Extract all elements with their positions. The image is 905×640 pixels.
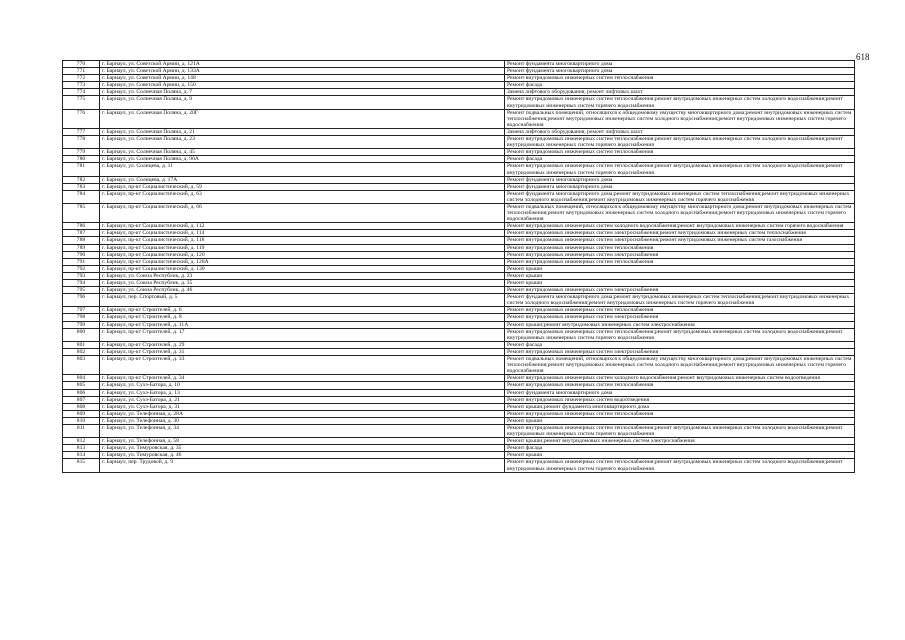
table-row xyxy=(63,328,855,341)
row-work-type: Ремонт внутридомовых инженерных систем теплоснабжения xyxy=(505,75,855,82)
row-address: г. Барнаул, пр-кт Строителей, д. 31 xyxy=(100,348,505,355)
row-number: 807 xyxy=(63,396,100,403)
row-address: г. Барнаул, ул. Советской Армии, д. 133А xyxy=(100,68,505,75)
row-work-type: Ремонт подвальных помещений, относящихся к общедомовому имуществу многоквартирного дома;ремонт внутридомовых инженерных систем теплоснабжения;ремонт внутридомовых инженерных систем холодного водоснабжения;ремонт внутридомовых инженерных систем горячего водоснабжения xyxy=(505,109,855,128)
row-work-type: Ремонт внутридомовых инженерных систем теплоснабжения;ремонт внутридомовых инженерных систем холодного водоснабжения;ремонт внутридомовых инженерных систем горячего водоснабжения xyxy=(505,459,855,472)
row-work-type: Ремонт фундамента многоквартирного дома xyxy=(505,183,855,190)
row-number: 785 xyxy=(63,203,100,222)
row-work-type: Ремонт внутридомовых инженерных систем теплоснабжения;ремонт внутридомовых инженерных систем холодного водоснабжения;ремонт внутридомовых инженерных систем горячего водоснабжения xyxy=(505,136,855,149)
row-address: г. Барнаул, пр-кт Строителей, д. 29 xyxy=(100,341,505,348)
row-number: 797 xyxy=(63,307,100,314)
row-address: г. Барнаул, пр-кт Строителей, д. 17 xyxy=(100,328,505,341)
table-row xyxy=(63,251,855,258)
row-work-type: Ремонт крыши xyxy=(505,452,855,459)
row-work-type: Ремонт внутридомовых инженерных систем электроснабжения;ремонт внутридомовых инженерных систем газоснабжения xyxy=(505,237,855,244)
row-work-type: Ремонт внутридомовых инженерных систем водоотведения xyxy=(505,396,855,403)
row-number: 814 xyxy=(63,452,100,459)
row-address: г. Барнаул, пр-кт Социалистический, д. 63 xyxy=(100,190,505,203)
row-address: г. Барнаул, ул. Солнечная Поляна, д. 9 xyxy=(100,96,505,109)
row-address: г. Барнаул, пр-кт Строителей, д. 34 xyxy=(100,375,505,382)
table-row xyxy=(63,176,855,183)
table-row xyxy=(63,96,855,109)
row-address: г. Барнаул, пр-кт Социалистический, д. 119 xyxy=(100,244,505,251)
table-row xyxy=(63,223,855,230)
row-address: г. Барнаул, ул. Сухэ-Батора, д. 10 xyxy=(100,382,505,389)
row-number: 781 xyxy=(63,163,100,176)
row-number: 786 xyxy=(63,223,100,230)
table-row xyxy=(63,321,855,328)
row-address: г. Барнаул, ул. Сухэ-Батора, д. 31 xyxy=(100,403,505,410)
row-number: 771 xyxy=(63,68,100,75)
table-row xyxy=(63,237,855,244)
row-address: г. Барнаул, пр-кт Социалистический, д. 130 xyxy=(100,265,505,272)
table-row xyxy=(63,356,855,375)
row-number: 805 xyxy=(63,382,100,389)
row-address: г. Барнаул, пр-кт Строителей, д. 8 xyxy=(100,314,505,321)
row-number: 803 xyxy=(63,356,100,375)
row-work-type: Ремонт крыши;ремонт внутридомовых инженерных систем электроснабжения xyxy=(505,438,855,445)
row-number: 806 xyxy=(63,389,100,396)
row-work-type: Ремонт внутридомовых инженерных систем теплоснабжения xyxy=(505,258,855,265)
row-address: г. Барнаул, ул. Солнцева, д. 17А xyxy=(100,176,505,183)
table-row xyxy=(63,287,855,294)
row-work-type: Ремонт внутридомовых инженерных систем теплоснабжения;ремонт внутридомовых инженерных систем холодного водоснабжения;ремонт внутридомовых инженерных систем горячего водоснабжения xyxy=(505,163,855,176)
row-address: г. Барнаул, пр-кт Социалистический, д. 112 xyxy=(100,223,505,230)
table-row xyxy=(63,68,855,75)
housing-repair-table xyxy=(62,60,855,473)
table-row xyxy=(63,341,855,348)
row-work-type: Замена лифтового оборудования, ремонт лифтовых шахт xyxy=(505,89,855,96)
row-number: 810 xyxy=(63,417,100,424)
row-work-type: Ремонт внутридомовых инженерных систем холодного водоснабжения;ремонт внутридомовых инженерных систем водоотведения xyxy=(505,375,855,382)
table-row xyxy=(63,230,855,237)
row-work-type: Ремонт внутридомовых инженерных систем теплоснабжения xyxy=(505,244,855,251)
row-work-type: Ремонт крыши;ремонт внутридомовых инженерных систем электроснабжения xyxy=(505,321,855,328)
row-address: г. Барнаул, ул. Тимуровская, д. 35 xyxy=(100,445,505,452)
row-number: 795 xyxy=(63,287,100,294)
row-number: 791 xyxy=(63,258,100,265)
row-address: г. Барнаул, пр-кт Социалистический, д. 118 xyxy=(100,237,505,244)
table-row xyxy=(63,294,855,307)
table-row xyxy=(63,75,855,82)
row-number: 812 xyxy=(63,438,100,445)
row-work-type: Ремонт внутридомовых инженерных систем теплоснабжения xyxy=(505,382,855,389)
row-number: 798 xyxy=(63,314,100,321)
table-row xyxy=(63,280,855,287)
table-row xyxy=(63,203,855,222)
row-address: г. Барнаул, ул. Солнечная Поляна, д. 21 xyxy=(100,128,505,135)
table-row xyxy=(63,314,855,321)
row-address: г. Барнаул, ул. Солнечная Поляна, д. 23 xyxy=(100,136,505,149)
row-address: г. Барнаул, пр-кт Строителей, д. 11А xyxy=(100,321,505,328)
row-number: 772 xyxy=(63,75,100,82)
row-address: г. Барнаул, ул. Тимуровская, д. 46 xyxy=(100,452,505,459)
row-work-type: Ремонт внутридомовых инженерных систем холодного водоснабжения;ремонт внутридомовых инженерных систем горячего водоснабжения xyxy=(505,223,855,230)
row-work-type: Замена лифтового оборудования, ремонт лифтовых шахт xyxy=(505,128,855,135)
row-address: г. Барнаул, ул. Солнечная Поляна, д. 45 xyxy=(100,149,505,156)
row-work-type: Ремонт фасада xyxy=(505,82,855,89)
row-address: г. Барнаул, пр-кт Социалистический, д. 120 xyxy=(100,251,505,258)
table-row xyxy=(63,403,855,410)
table-body xyxy=(63,61,855,473)
row-address: г. Барнаул, ул. Телефонная, д. 30 xyxy=(100,417,505,424)
row-number: 793 xyxy=(63,272,100,279)
row-number: 790 xyxy=(63,251,100,258)
table-row xyxy=(63,417,855,424)
row-work-type: Ремонт внутридомовых инженерных систем электроснабжения xyxy=(505,314,855,321)
row-work-type: Ремонт фундамента многоквартирного дома xyxy=(505,176,855,183)
row-work-type: Ремонт крыши xyxy=(505,280,855,287)
row-number: 787 xyxy=(63,230,100,237)
row-work-type: Ремонт фундамента многоквартирного дома xyxy=(505,61,855,68)
table-row xyxy=(63,156,855,163)
row-address: г. Барнаул, ул. Союза Республик, д. 46 xyxy=(100,287,505,294)
table-row xyxy=(63,396,855,403)
row-work-type: Ремонт внутридомовых инженерных систем электроснабжения xyxy=(505,287,855,294)
row-number: 801 xyxy=(63,341,100,348)
row-work-type: Ремонт внутридомовых инженерных систем теплоснабжения xyxy=(505,410,855,417)
row-work-type: Ремонт фасада xyxy=(505,445,855,452)
row-number: 784 xyxy=(63,190,100,203)
row-address: г. Барнаул, пр-кт Строителей, д. 6 xyxy=(100,307,505,314)
row-number: 789 xyxy=(63,244,100,251)
row-work-type: Ремонт фундамента многоквартирного дома;ремонт внутридомовых инженерных систем теплоснабжения;ремонт внутридомовых инженерных систем холодного водоснабжения;ремонт внутридомовых инженерных систем горячего водоснабжения xyxy=(505,190,855,203)
table-row xyxy=(63,82,855,89)
row-work-type: Ремонт крыши xyxy=(505,272,855,279)
row-address: г. Барнаул, ул. Советской Армии, д. 148 xyxy=(100,75,505,82)
row-work-type: Ремонт внутридомовых инженерных систем электроснабжения xyxy=(505,348,855,355)
row-number: 778 xyxy=(63,136,100,149)
row-work-type: Ремонт фундамента многоквартирного дома xyxy=(505,68,855,75)
row-address: г. Барнаул, пр-кт Социалистический, д. 114 xyxy=(100,230,505,237)
row-work-type: Ремонт крыши xyxy=(505,417,855,424)
row-address: г. Барнаул, пер. Спортовый, д. 5 xyxy=(100,294,505,307)
table-row xyxy=(63,265,855,272)
row-address: г. Барнаул, пр-кт Социалистический, д. 66 xyxy=(100,203,505,222)
row-work-type: Ремонт фасада xyxy=(505,341,855,348)
table-row xyxy=(63,244,855,251)
row-address: г. Барнаул, пер. Трудовой, д. 9 xyxy=(100,459,505,472)
row-address: г. Барнаул, ул. Сухэ-Батора, д. 13 xyxy=(100,389,505,396)
row-number: 794 xyxy=(63,280,100,287)
row-address: г. Барнаул, ул. Советской Армии, д. 121А xyxy=(100,61,505,68)
row-work-type: Ремонт внутридомовых инженерных систем теплоснабжения xyxy=(505,149,855,156)
table-row xyxy=(63,89,855,96)
row-number: 813 xyxy=(63,445,100,452)
row-number: 811 xyxy=(63,424,100,437)
row-work-type: Ремонт подвальных помещений, относящихся к общедомовому имуществу многоквартирного дома;ремонт внутридомовых инженерных систем теплоснабжения;ремонт внутридомовых инженерных систем холодного водоснабжения;ремонт внутридомовых инженерных систем горячего водоснабжения xyxy=(505,203,855,222)
table-row xyxy=(63,410,855,417)
row-address: г. Барнаул, ул. Телефонная, д. 28А xyxy=(100,410,505,417)
table-row xyxy=(63,61,855,68)
table-row xyxy=(63,445,855,452)
table-row xyxy=(63,438,855,445)
row-address: г. Барнаул, ул. Сухэ-Батора, д. 21 xyxy=(100,396,505,403)
table-row xyxy=(63,163,855,176)
row-number: 780 xyxy=(63,156,100,163)
row-number: 804 xyxy=(63,375,100,382)
table-row xyxy=(63,382,855,389)
row-work-type: Ремонт внутридомовых инженерных систем теплоснабжения;ремонт внутридомовых инженерных систем холодного водоснабжения;ремонт внутридомовых инженерных систем горячего водоснабжения xyxy=(505,328,855,341)
row-number: 777 xyxy=(63,128,100,135)
row-address: г. Барнаул, пр-кт Социалистический, д. 59 xyxy=(100,183,505,190)
row-number: 773 xyxy=(63,82,100,89)
table-row xyxy=(63,109,855,128)
row-number: 779 xyxy=(63,149,100,156)
row-work-type: Ремонт внутридомовых инженерных систем электроснабжения;ремонт внутридомовых инженерных систем теплоснабжения xyxy=(505,230,855,237)
table-row xyxy=(63,389,855,396)
row-address: г. Барнаул, ул. Союза Республик, д. 35 xyxy=(100,280,505,287)
row-work-type: Ремонт фасада xyxy=(505,156,855,163)
table-row xyxy=(63,307,855,314)
row-work-type: Ремонт фундамента многоквартирного дома;ремонт внутридомовых инженерных систем теплоснабжения;ремонт внутридомовых инженерных систем холодного водоснабжения;ремонт внутридомовых инженерных систем горячего водоснабжения xyxy=(505,294,855,307)
row-address: г. Барнаул, ул. Солнечная Поляна, д. 90А xyxy=(100,156,505,163)
table-row xyxy=(63,258,855,265)
row-work-type: Ремонт подвальных помещений, относящихся к общедомовому имуществу многоквартирного дома;ремонт внутридомовых инженерных систем теплоснабжения;ремонт внутридомовых инженерных систем холодного водоснабжения;ремонт внутридомовых инженерных систем горячего водоснабжения xyxy=(505,356,855,375)
row-number: 774 xyxy=(63,89,100,96)
table-row xyxy=(63,128,855,135)
row-work-type: Ремонт фундамента многоквартирного дома xyxy=(505,389,855,396)
page-number: 618 xyxy=(856,52,870,62)
row-work-type: Ремонт крыши xyxy=(505,265,855,272)
table-row xyxy=(63,375,855,382)
row-number: 775 xyxy=(63,96,100,109)
row-number: 788 xyxy=(63,237,100,244)
row-address: г. Барнаул, ул. Солнцева, д. 11 xyxy=(100,163,505,176)
row-number: 815 xyxy=(63,459,100,472)
table-row xyxy=(63,136,855,149)
row-number: 796 xyxy=(63,294,100,307)
row-number: 776 xyxy=(63,109,100,128)
row-work-type: Ремонт внутридомовых инженерных систем теплоснабжения xyxy=(505,307,855,314)
table-row xyxy=(63,452,855,459)
row-address: г. Барнаул, ул. Советской Армии, д. 150 xyxy=(100,82,505,89)
row-address: г. Барнаул, пр-кт Социалистический, д. 128А xyxy=(100,258,505,265)
row-number: 808 xyxy=(63,403,100,410)
row-number: 782 xyxy=(63,176,100,183)
row-number: 792 xyxy=(63,265,100,272)
row-address: г. Барнаул, ул. Союза Республик, д. 23 xyxy=(100,272,505,279)
row-number: 783 xyxy=(63,183,100,190)
row-number: 809 xyxy=(63,410,100,417)
table-row xyxy=(63,183,855,190)
table-row xyxy=(63,190,855,203)
row-address: г. Барнаул, ул. Телефонная, д. 34 xyxy=(100,424,505,437)
row-number: 800 xyxy=(63,328,100,341)
row-address: г. Барнаул, ул. Солнечная Поляна, д. 7 xyxy=(100,89,505,96)
table-row xyxy=(63,272,855,279)
row-work-type: Ремонт крыши;ремонт фундамента многоквартирного дома xyxy=(505,403,855,410)
row-address: г. Барнаул, ул. Телефонная, д. 58 xyxy=(100,438,505,445)
row-number: 799 xyxy=(63,321,100,328)
row-address: г. Барнаул, ул. Солнечная Поляна, д. 20Г xyxy=(100,109,505,128)
row-number: 802 xyxy=(63,348,100,355)
row-work-type: Ремонт внутридомовых инженерных систем электроснабжения xyxy=(505,251,855,258)
row-work-type: Ремонт внутридомовых инженерных систем теплоснабжения;ремонт внутридомовых инженерных систем холодного водоснабжения;ремонт внутридомовых инженерных систем горячего водоснабжения xyxy=(505,424,855,437)
row-number: 770 xyxy=(63,61,100,68)
row-address: г. Барнаул, пр-кт Строителей, д. 33 xyxy=(100,356,505,375)
table-row xyxy=(63,149,855,156)
table-row xyxy=(63,348,855,355)
row-work-type: Ремонт внутридомовых инженерных систем теплоснабжения;ремонт внутридомовых инженерных систем холодного водоснабжения;ремонт внутридомовых инженерных систем горячего водоснабжения xyxy=(505,96,855,109)
table-row xyxy=(63,424,855,437)
table-row xyxy=(63,459,855,472)
